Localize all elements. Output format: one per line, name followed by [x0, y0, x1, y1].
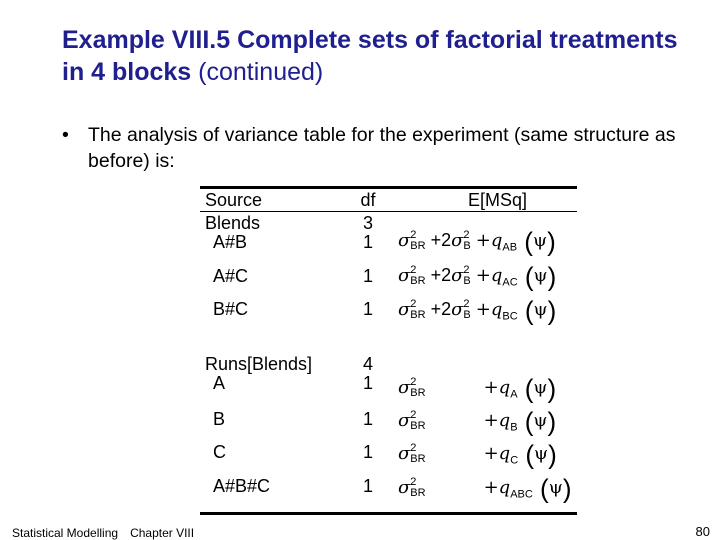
row-source: C	[213, 442, 226, 462]
subscript: B	[463, 309, 471, 322]
table-top-rule	[200, 186, 577, 189]
row-emsq	[398, 439, 557, 471]
sigma-scripts	[463, 299, 470, 321]
row-source: A#B#C	[213, 476, 271, 496]
close-paren: )	[562, 473, 572, 504]
anova-table	[200, 186, 577, 516]
close-paren: )	[547, 373, 557, 404]
row-source: A#B	[213, 232, 248, 252]
q-subscript: C	[510, 454, 519, 467]
open-paren: (	[517, 261, 534, 292]
row-df: 1	[362, 373, 373, 393]
row-df: 1	[362, 442, 373, 462]
row-emsq	[398, 373, 557, 405]
open-paren: (	[517, 373, 534, 404]
sigma-symbol: σ	[398, 230, 411, 251]
superscript: 2	[463, 264, 470, 277]
sigma-scripts	[410, 299, 425, 321]
sigma-scripts	[410, 377, 425, 399]
header-df: df	[360, 190, 376, 210]
row-emsq	[398, 261, 557, 293]
header-source: Source	[205, 190, 263, 210]
close-paren: )	[547, 295, 557, 326]
footer-chapter: Chapter VIII	[130, 526, 195, 540]
q-term: +q	[483, 410, 511, 431]
sigma-symbol: σ	[451, 299, 464, 320]
q-subscript: A	[510, 388, 518, 401]
psi-symbol: ψ	[534, 443, 549, 464]
sigma-scripts	[410, 477, 425, 499]
subscript: BR	[410, 453, 426, 466]
slide-title-main: Example VIII.5 Complete sets of factorial treatments in 4 blocks	[62, 26, 678, 86]
close-paren: )	[547, 226, 556, 257]
psi-symbol: ψ	[533, 265, 548, 286]
superscript: 2	[410, 409, 417, 422]
sigma-symbol: σ	[398, 265, 411, 286]
superscript: 2	[463, 298, 470, 311]
subscript: BR	[410, 487, 426, 500]
subscript: B	[463, 275, 471, 288]
sigma-symbol: σ	[398, 443, 411, 464]
row-df: 1	[362, 266, 373, 286]
footer-course: Statistical Modelling	[12, 526, 119, 540]
row-df: 1	[362, 232, 373, 252]
coefficient: +2	[425, 265, 452, 285]
row-emsq	[398, 295, 557, 327]
slide-title-continued: (continued)	[191, 58, 324, 86]
sigma-scripts	[410, 410, 425, 432]
psi-symbol: ψ	[532, 230, 548, 251]
q-term: +q	[483, 443, 511, 464]
row-df: 1	[362, 299, 373, 319]
row-emsq	[398, 226, 556, 258]
sigma-scripts	[410, 230, 425, 252]
row-source: Runs[Blends]	[205, 354, 313, 374]
open-paren: (	[517, 295, 534, 326]
q-subscript: BC	[502, 310, 518, 323]
row-source: B	[213, 409, 226, 429]
coefficient: +2	[425, 230, 452, 250]
sigma-symbol: σ	[398, 377, 411, 398]
q-subscript: B	[510, 421, 518, 434]
sigma-symbol: σ	[451, 265, 464, 286]
sigma-symbol: σ	[398, 299, 411, 320]
bullet-mark: •	[62, 124, 69, 146]
subscript: B	[463, 240, 471, 253]
row-emsq	[398, 406, 557, 438]
table-header-rule	[200, 211, 577, 212]
row-df: 1	[362, 409, 373, 429]
q-term: +q	[483, 377, 511, 398]
q-term: +q	[475, 230, 503, 251]
row-source: A#C	[213, 266, 249, 286]
psi-symbol: ψ	[533, 299, 548, 320]
row-emsq	[398, 473, 572, 505]
close-paren: )	[548, 439, 557, 470]
sigma-scripts	[410, 265, 425, 287]
header-emsq: E[MSq]	[468, 190, 528, 210]
superscript: 2	[410, 298, 417, 311]
superscript: 2	[410, 476, 417, 489]
bullet-point	[62, 122, 702, 174]
psi-symbol: ψ	[533, 377, 548, 398]
sigma-symbol: σ	[398, 410, 411, 431]
open-paren: (	[518, 439, 535, 470]
superscript: 2	[410, 442, 417, 455]
close-paren: )	[547, 261, 557, 292]
sigma-symbol: σ	[451, 230, 464, 251]
row-df: 4	[362, 354, 373, 374]
subscript: BR	[410, 420, 426, 433]
row-source: Blends	[205, 213, 261, 233]
psi-symbol: ψ	[548, 477, 563, 498]
open-paren: (	[532, 473, 549, 504]
superscript: 2	[410, 229, 417, 242]
q-subscript: AC	[502, 276, 518, 289]
slide-title	[62, 24, 702, 88]
row-df: 3	[362, 213, 373, 233]
q-term: +q	[475, 265, 503, 286]
superscript: 2	[410, 264, 417, 277]
subscript: BR	[410, 275, 426, 288]
open-paren: (	[517, 226, 533, 257]
q-term: +q	[483, 477, 511, 498]
table-bottom-rule	[200, 512, 577, 515]
sigma-symbol: σ	[398, 477, 411, 498]
open-paren: (	[517, 406, 534, 437]
sigma-scripts	[410, 443, 425, 465]
superscript: 2	[463, 229, 470, 242]
page-number: 80	[695, 524, 710, 539]
row-df: 1	[362, 476, 373, 496]
q-subscript: ABC	[510, 488, 533, 501]
q-term: +q	[475, 299, 503, 320]
subscript: BR	[410, 240, 426, 253]
row-source: A	[213, 373, 226, 393]
subscript: BR	[410, 387, 426, 400]
subscript: BR	[410, 309, 426, 322]
superscript: 2	[410, 376, 417, 389]
footer-left	[12, 526, 194, 540]
psi-symbol: ψ	[533, 410, 548, 431]
sigma-scripts	[463, 265, 470, 287]
q-subscript: AB	[502, 241, 518, 254]
bullet-text: The analysis of variance table for the experiment (same structure as before) is:	[88, 124, 676, 172]
row-source: B#C	[213, 299, 249, 319]
close-paren: )	[547, 406, 557, 437]
sigma-scripts	[463, 230, 470, 252]
coefficient: +2	[425, 299, 452, 319]
